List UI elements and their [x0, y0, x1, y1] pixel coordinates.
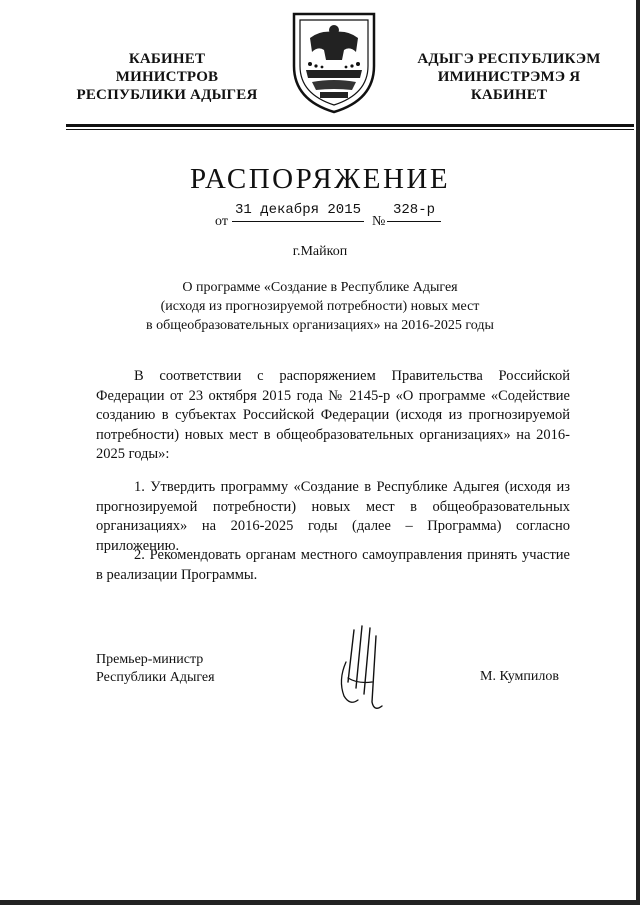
- document-city: г.Майкоп: [292, 244, 348, 259]
- body-paragraph-item-2: [96, 546, 570, 585]
- document-date: 31 декабря 2015: [232, 202, 364, 222]
- document-number: 328-р: [387, 202, 441, 222]
- subject-line-3: в общеобразовательных организациях» на 2016-2025 годы: [146, 318, 494, 333]
- body-paragraph-item-1: [96, 478, 570, 556]
- number-prefix: №: [372, 214, 386, 229]
- issuer-name-adyghe: [400, 50, 618, 104]
- issuer-line-2: РЕСПУБЛИКИ АДЫГЕЯ: [76, 87, 258, 103]
- paragraph-text: 1. Утвердить программу «Создание в Республике Адыгея (исходя из прогнозируемой потребности) новых мест в общеобразовательных организациях» на 2016-2025 годы (далее – Программа) согласно приложению.: [96, 479, 570, 554]
- scan-edge-bottom: [0, 900, 640, 905]
- signatory-role-line-2: Республики Адыгея: [96, 670, 215, 685]
- issuer-adyghe-line-1: АДЫГЭ РЕСПУБЛИКЭМ: [417, 51, 601, 67]
- issuer-name-russian: [76, 50, 258, 104]
- signatory-position: [96, 651, 215, 687]
- document-title: РАСПОРЯЖЕНИЕ: [189, 163, 451, 195]
- paragraph-text: В соответствии с распоряжением Правительства Российской Федерации от 23 октября 2015 года № 2145-р «О программе «Содействие созданию в субъектах Российской Федерации (исходя из прогнозируемой потребности) новых мест в общеобразовательных организациях» на 2016-2025 годы»:: [96, 368, 570, 462]
- paragraph-text: 2. Рекомендовать органам местного самоуправления принять участие в реализации Программы.: [96, 547, 570, 583]
- subject-line-2: (исходя из прогнозируемой потребности) новых мест: [160, 299, 480, 314]
- handwritten-signature: [328, 622, 398, 718]
- header-rule-thick: [66, 124, 634, 127]
- date-number-line: [0, 202, 640, 232]
- signatory-role-line-1: Премьер-министр: [96, 652, 204, 667]
- scan-edge-right: [636, 0, 640, 905]
- coat-of-arms-emblem: [290, 8, 378, 116]
- header-rule-thin: [66, 129, 634, 130]
- document-subject: [0, 278, 640, 335]
- signatory-name: М. Кумпилов: [480, 669, 559, 684]
- body-paragraph-preamble: [96, 367, 570, 465]
- subject-line-1: О программе «Создание в Республике Адыгея: [182, 280, 458, 295]
- date-prefix: от: [215, 214, 228, 229]
- issuer-line-1: КАБИНЕТ МИНИСТРОВ: [115, 51, 219, 85]
- issuer-adyghe-line-2: ИМИНИСТРЭМЭ Я КАБИНЕТ: [437, 69, 581, 103]
